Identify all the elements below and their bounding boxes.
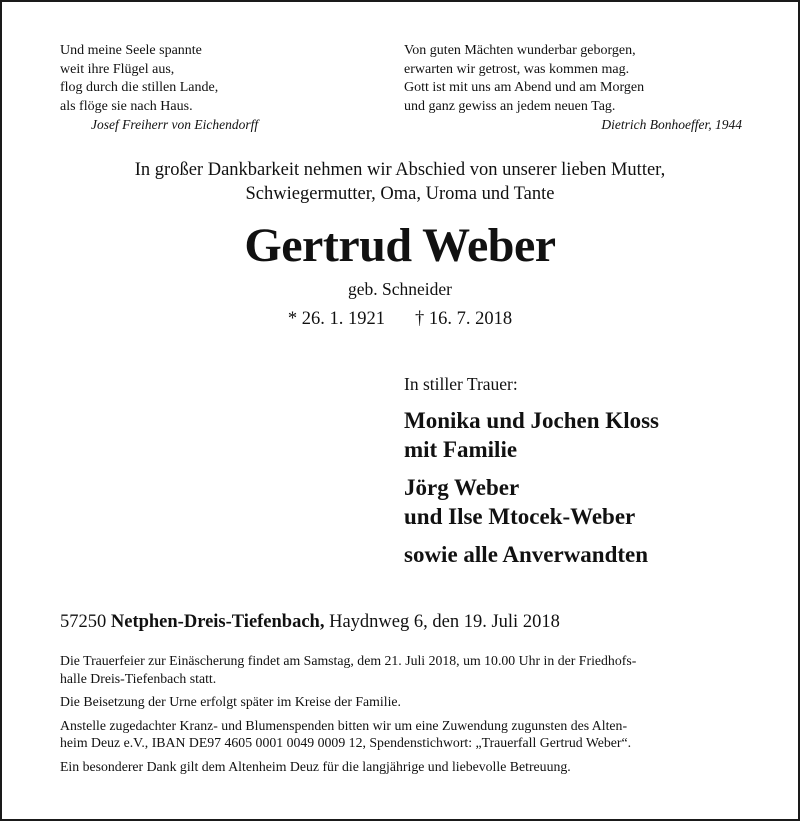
- mourner-group: [404, 406, 774, 464]
- urn-note: [60, 693, 746, 711]
- poem-line: erwarten wir getrost, was kommen mag.: [404, 61, 630, 77]
- notes-section: [60, 652, 746, 781]
- address-zip: 57250: [60, 612, 107, 632]
- death-date: † 16. 7. 2018: [415, 309, 513, 329]
- note-line: Die Trauerfeier zur Einäscherung findet am Samstag, dem 21. Juli 2018, um 10.00 Uhr in der Friedhofs-: [60, 653, 637, 668]
- mourner-group: [404, 540, 774, 569]
- note-line: Die Beisetzung der Urne erfolgt später im Kreise der Familie.: [60, 694, 401, 709]
- mourner-line: Jörg Weber: [404, 475, 520, 500]
- address-line: [60, 610, 560, 634]
- poem-author: Josef Freiherr von Eichendorff: [91, 117, 259, 132]
- mourner-group: [404, 473, 774, 531]
- poem-line: und ganz gewiss an jedem neuen Tag.: [404, 98, 616, 114]
- poem-bonhoeffer: [404, 42, 742, 135]
- address-town: Netphen-Dreis-Tiefenbach,: [110, 612, 325, 632]
- address-street-date: Haydnweg 6, den 19. Juli 2018: [329, 612, 560, 632]
- donation-note: [60, 717, 746, 752]
- poem-line: flog durch die stillen Lande,: [60, 80, 219, 95]
- intro-text: [2, 158, 798, 206]
- note-line: Ein besonderer Dank gilt dem Altenheim Deuz für die langjährige und liebevolle Betreuung.: [60, 758, 571, 774]
- thanks-note: [60, 758, 746, 776]
- poem-author: Dietrich Bonhoeffer, 1944: [601, 117, 742, 132]
- poem-line: weit ihre Flügel aus,: [60, 61, 175, 77]
- note-line: Anstelle zugedachter Kranz- und Blumenspenden bitten wir um eine Zuwendung zugunsten des Alten-: [60, 717, 628, 733]
- deceased-name: Gertrud Weber: [244, 219, 556, 272]
- intro-line: In großer Dankbarkeit nehmen wir Abschied von unserer lieben Mutter,: [134, 160, 666, 180]
- note-line: halle Dreis-Tiefenbach statt.: [60, 670, 217, 686]
- poem-line: Von guten Mächten wunderbar geborgen,: [404, 43, 636, 58]
- birth-date: * 26. 1. 1921: [287, 309, 385, 329]
- mourner-line: mit Familie: [404, 437, 518, 462]
- mourners-list: [404, 406, 774, 578]
- mourner-line: und Ilse Mtocek-Weber: [404, 504, 636, 529]
- intro-line: Schwiegermutter, Oma, Uroma und Tante: [245, 184, 555, 204]
- poem-line: Und meine Seele spannte: [60, 43, 202, 58]
- note-line: heim Deuz e.V., IBAN DE97 4605 0001 0049 0009 12, Spendenstichwort: „Trauerfall Gertrud Weber“.: [60, 735, 632, 750]
- mourner-line: Monika und Jochen Kloss: [404, 408, 659, 433]
- mourner-line: sowie alle Anverwandten: [404, 542, 649, 567]
- poem-line: Gott ist mit uns am Abend und am Morgen: [404, 80, 645, 95]
- life-dates: [2, 307, 798, 331]
- funeral-note: [60, 652, 746, 687]
- birth-name: geb. Schneider: [348, 279, 452, 299]
- poem-eichendorff: [60, 42, 360, 135]
- poem-line: als flöge sie nach Haus.: [60, 98, 193, 114]
- mourners-label: In stiller Trauer:: [404, 374, 518, 394]
